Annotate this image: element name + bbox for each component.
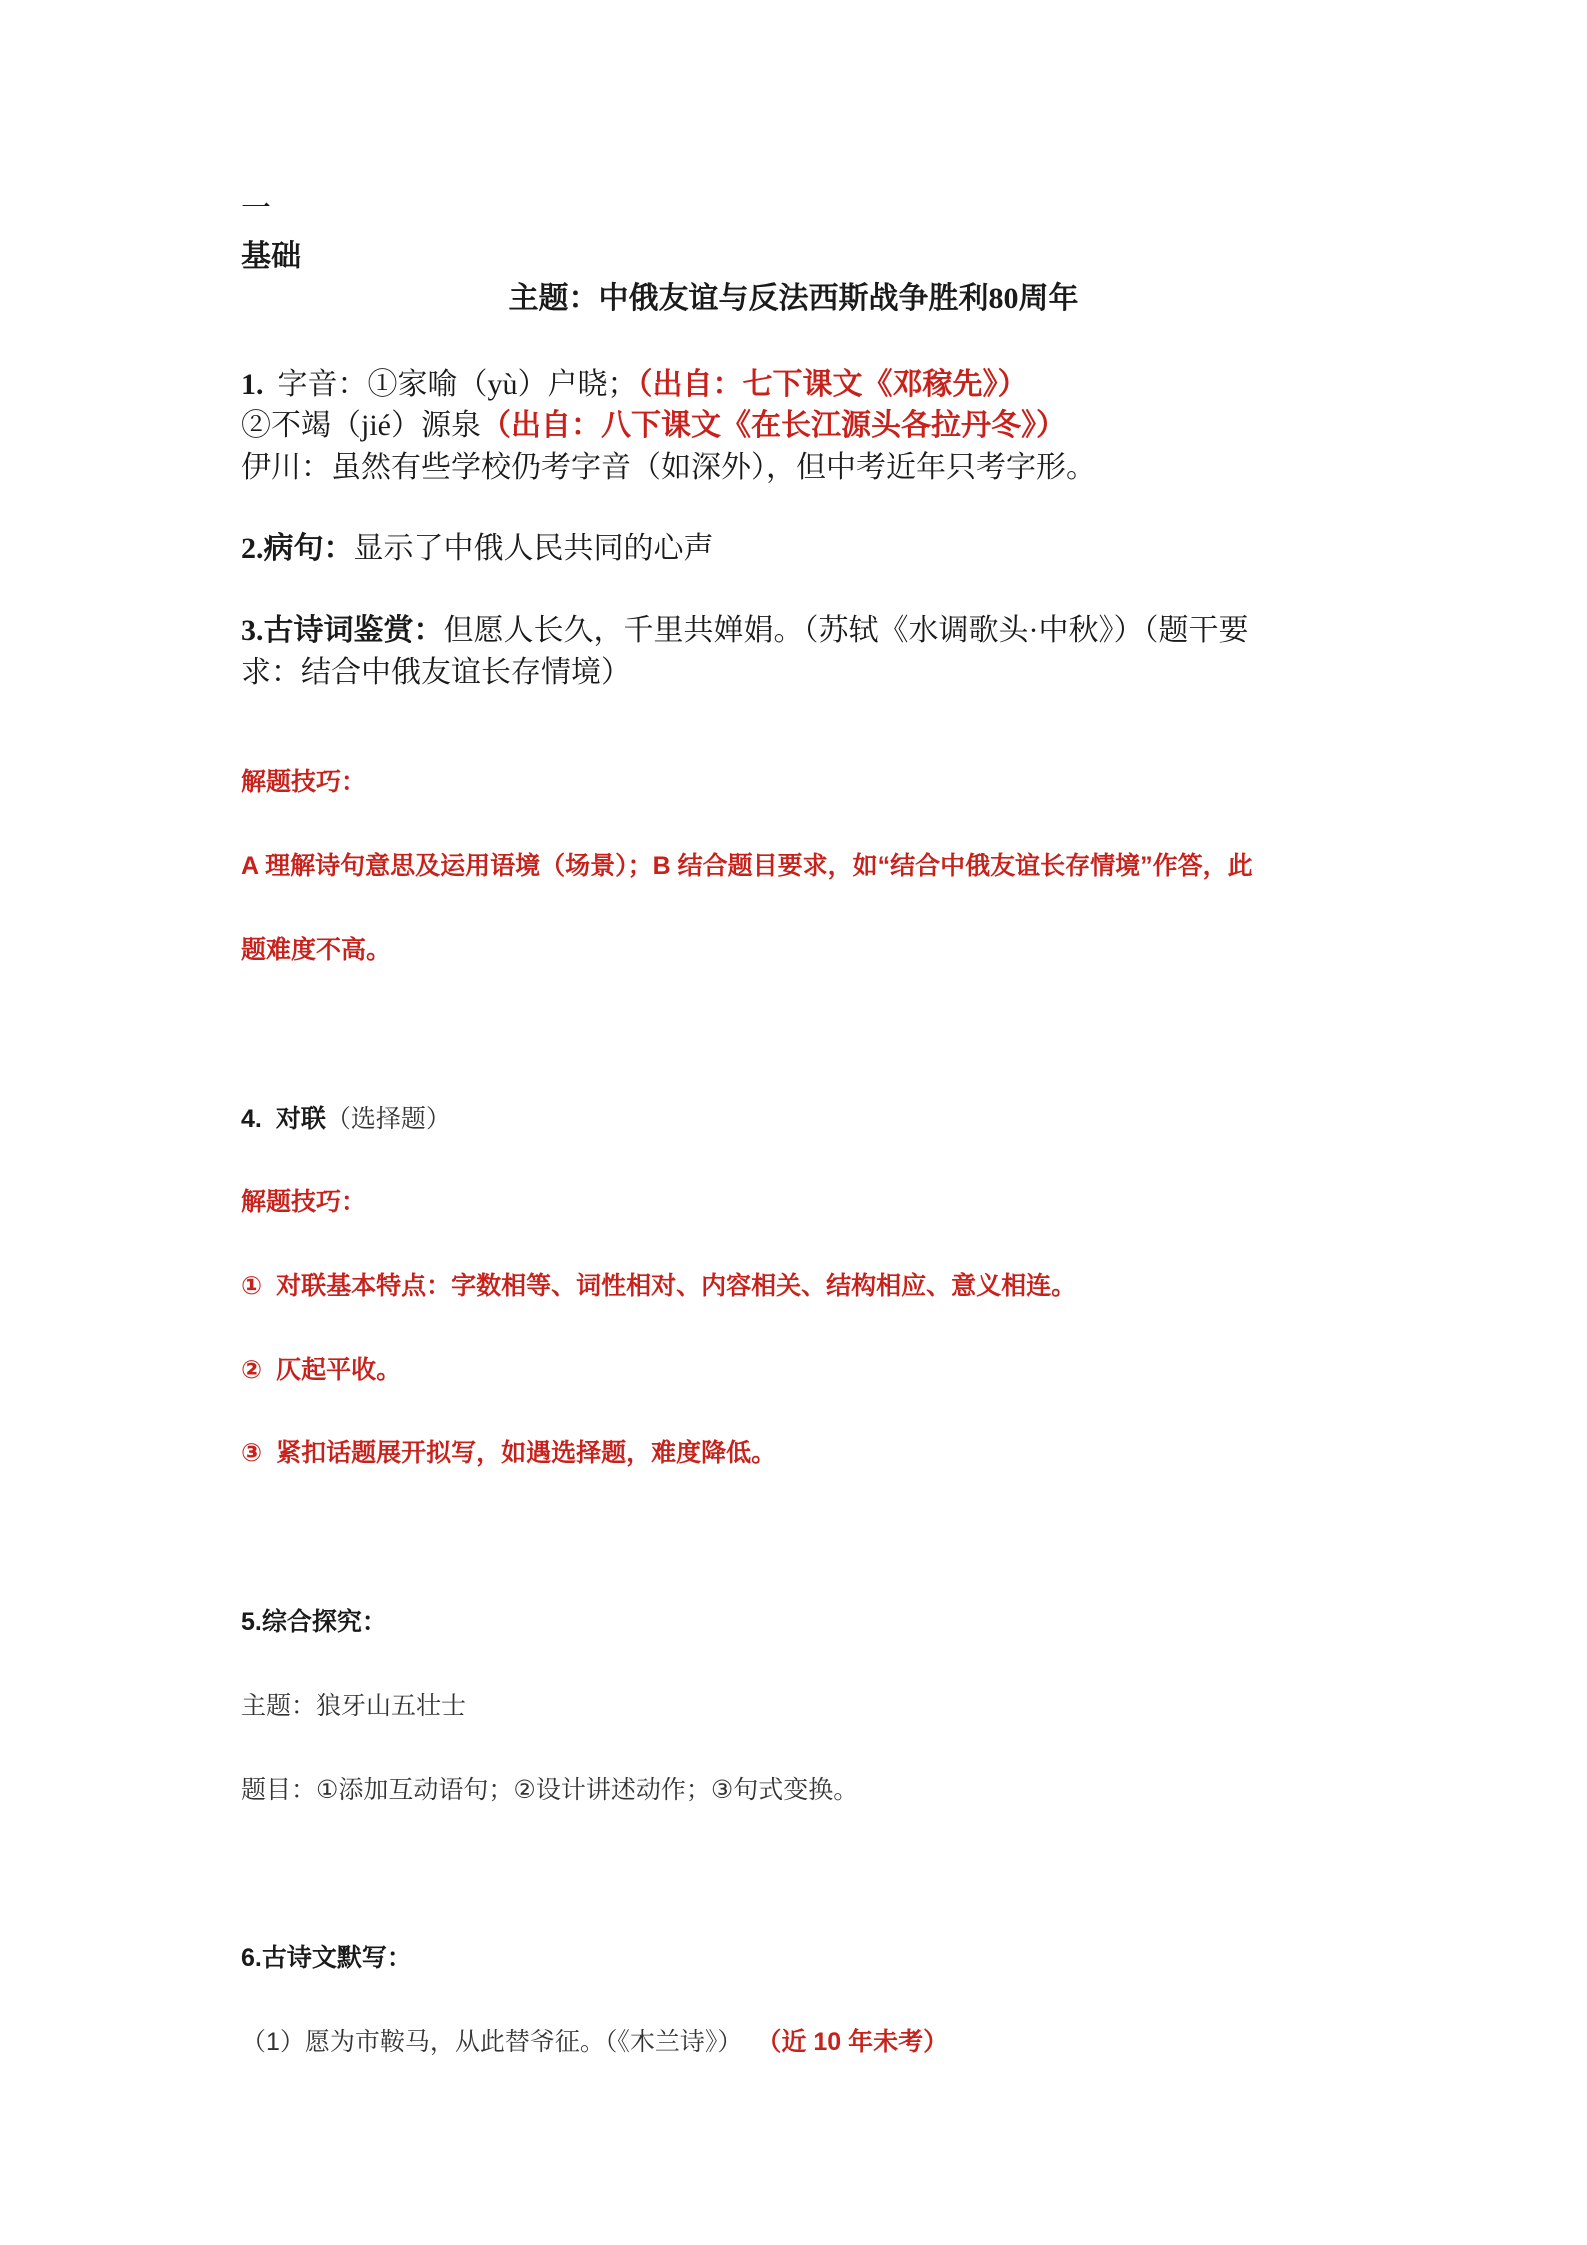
- q1-label: 字音：: [277, 368, 368, 401]
- q1-item2: ②不竭（jié）源泉: [241, 409, 481, 442]
- q2-text: 显示了中俄人民共同的心声: [353, 532, 714, 565]
- q1-line1: [241, 364, 1028, 406]
- q3-tips-title: 解题技巧：: [241, 768, 367, 796]
- q1-note: 伊川：虽然有些学校仍考字音（如深外），但中考近年只考字形。: [241, 451, 1096, 484]
- q4-tip-3: [241, 1435, 776, 1471]
- q5-heading: 5.综合探究：: [241, 1608, 387, 1636]
- q1-number: 1.: [241, 368, 264, 401]
- q1-item1: ①家喻（yù）户晓；: [367, 368, 638, 401]
- q1-source1: （出自：七下课文《邓稼先》）: [637, 368, 1028, 401]
- q6-item1-note: （近 10 年未考）: [756, 2028, 949, 2056]
- q3-label: 3.古诗词鉴赏：: [241, 614, 444, 647]
- q4-label: 对联: [275, 1105, 326, 1133]
- section-heading: 基础: [241, 240, 301, 273]
- q4-tip-1-text: 对联基本特点：字数相等、词性相对、内容相关、结构相应、意义相连。: [276, 1272, 1077, 1300]
- q3-tips-line1: A 理解诗句意思及运用语境（场景）；B 结合题目要求，如“结合中俄友谊长存情境”作答，此: [241, 852, 1253, 880]
- page-title: 主题：中俄友谊与反法西斯战争胜利80周年: [508, 282, 1079, 315]
- q4-type: （选择题）: [325, 1105, 451, 1133]
- q4-tip-2: [241, 1352, 401, 1388]
- header-dash: 一: [241, 192, 271, 225]
- q3-tips-line2: 题难度不高。: [241, 936, 392, 964]
- q4-tip-1: [241, 1268, 1076, 1304]
- q3-text-line2: 求：结合中俄友谊长存情境）: [241, 656, 631, 689]
- q6-item1-line: [241, 2024, 948, 2060]
- q4-number: 4.: [241, 1105, 262, 1133]
- q5-task: 题目：①添加互动语句；②设计讲述动作；③句式变换。: [241, 1776, 859, 1804]
- q4-tip-1-marker: ①: [241, 1272, 263, 1300]
- q4-tip-2-text: 仄起平收。: [276, 1356, 402, 1384]
- q1-line2: [241, 405, 1066, 447]
- q4-tip-2-marker: ②: [241, 1356, 263, 1384]
- q1-source2: （出自：八下课文《在长江源头各拉丹冬》）: [481, 409, 1066, 442]
- q5-theme: 主题：狼牙山五壮士: [241, 1692, 467, 1720]
- q4-tips-title: 解题技巧：: [241, 1188, 367, 1216]
- q6-heading: 6.古诗文默写：: [241, 1944, 412, 1972]
- q2-label: 2.病句：: [241, 532, 354, 565]
- q4-tip-3-text: 紧扣话题展开拟写，如遇选择题，难度降低。: [276, 1439, 777, 1467]
- q4-tip-3-marker: ③: [241, 1439, 263, 1467]
- q3-line1: [241, 610, 1249, 652]
- q4-heading: [241, 1101, 451, 1137]
- q6-item1: （1）愿为市鞍马，从此替爷征。（《木兰诗》）: [241, 2028, 743, 2056]
- q2-line: [241, 528, 714, 570]
- q3-text-line1: 但愿人长久，千里共婵娟。（苏轼《水调歌头·中秋》）（题干要: [443, 614, 1249, 647]
